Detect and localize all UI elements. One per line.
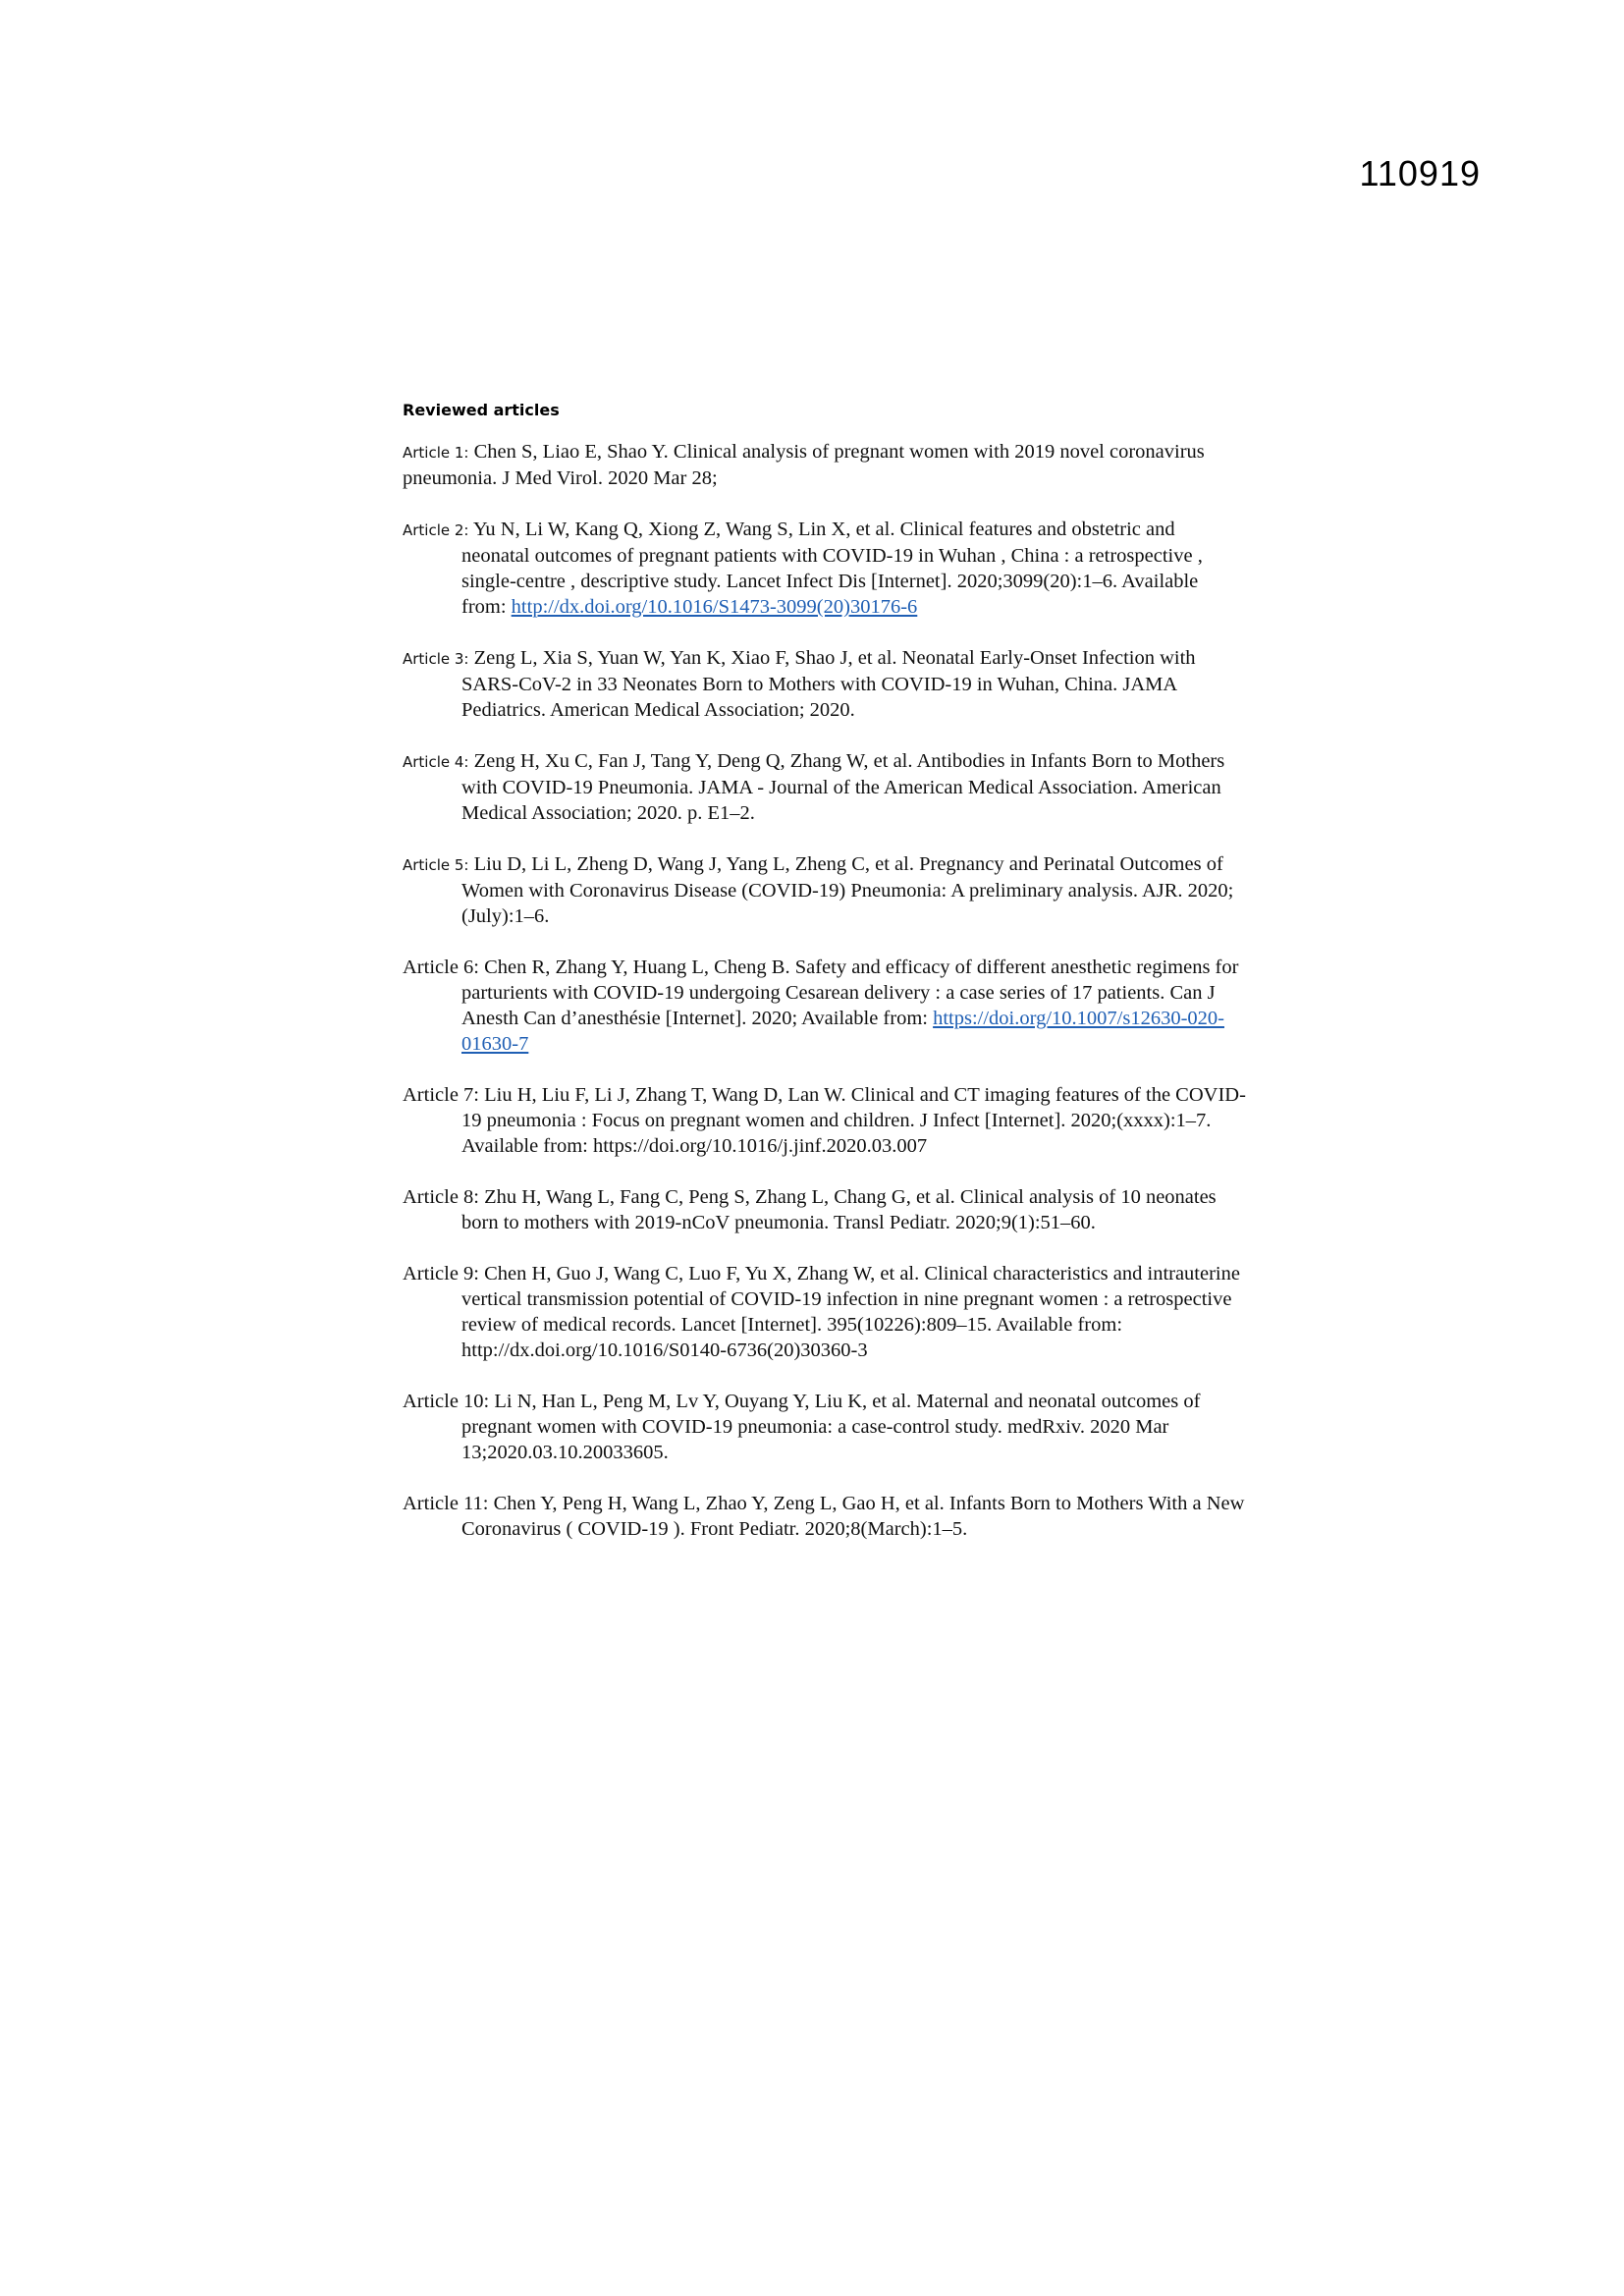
article-citation: Chen H, Guo J, Wang C, Luo F, Yu X, Zhang W, et al. Clinical characteristics and intrauterine vertical transmission potential of COVID-19 infection in nine pregnant women : a retrospective review of medical records. Lancet [Internet]. 395(10226):809–15. Available from: http://dx.doi.org/10.1016/S0140-6736(20)30360-3 xyxy=(461,1263,1240,1361)
article-label: Article 5: xyxy=(403,856,469,874)
article-label: Article 4: xyxy=(403,753,469,771)
article-citation: Chen R, Zhang Y, Huang L, Cheng B. Safety and efficacy of different anesthetic regimens for parturients with COVID-19 undergoing Cesarean delivery : a case series of 17 patients. Can J Anesth Can d’anesthésie [Internet]. 2020; Available from: xyxy=(461,957,1239,1029)
reviewed-articles-section xyxy=(403,401,1247,1567)
article-citation: Yu N, Li W, Kang Q, Xiong Z, Wang S, Lin X, et al. Clinical features and obstetric and neonatal outcomes of pregnant patients with COVID-19 in Wuhan , China : a retrospective , single-centre , descriptive study. Lancet Infect Dis [Internet]. 2020;3099(20):1–6. Available from: xyxy=(461,519,1203,618)
article-citation: Chen S, Liao E, Shao Y. Clinical analysis of pregnant women with 2019 novel coronavirus pneumonia. J Med Virol. 2020 Mar 28; xyxy=(403,441,1205,489)
article-label: Article 10: xyxy=(403,1391,490,1412)
article-label: Article 7: xyxy=(403,1084,479,1106)
article-citation: Chen Y, Peng H, Wang L, Zhao Y, Zeng L, Gao H, et al. Infants Born to Mothers With a New Coronavirus ( COVID-19 ). Front Pediatr. 2020;8(March):1–5. xyxy=(461,1493,1245,1540)
article-label: Article 9: xyxy=(403,1263,479,1285)
article-label: Article 3: xyxy=(403,650,469,668)
article-citation: Zeng L, Xia S, Yuan W, Yan K, Xiao F, Shao J, et al. Neonatal Early-Onset Infection with SARS-CoV-2 in 33 Neonates Born to Mothers with COVID-19 in Wuhan, China. JAMA Pediatrics. American Medical Association; 2020. xyxy=(461,647,1196,721)
article-6 xyxy=(403,955,1247,1057)
article-8 xyxy=(403,1184,1247,1235)
article-5 xyxy=(403,851,1247,929)
article-10 xyxy=(403,1389,1247,1465)
article-label: Article 2: xyxy=(403,521,469,539)
article-11 xyxy=(403,1491,1247,1542)
article-4 xyxy=(403,748,1247,826)
article-label: Article 1: xyxy=(403,444,469,462)
article-label: Article 6: xyxy=(403,957,479,978)
article-citation: Liu H, Liu F, Li J, Zhang T, Wang D, Lan W. Clinical and CT imaging features of the COVID-19 pneumonia : Focus on pregnant women and children. J Infect [Internet]. 2020;(xxxx):1–7. Available from: https://doi.org/10.1016/j.jinf.2020.03.007 xyxy=(461,1084,1246,1157)
article-citation: Liu D, Li L, Zheng D, Wang J, Yang L, Zheng C, et al. Pregnancy and Perinatal Outcomes of Women with Coronavirus Disease (COVID-19) Pneumonia: A preliminary analysis. AJR. 2020;(July):1–6. xyxy=(461,853,1234,927)
article-link[interactable]: https://doi.org/10.1007/s12630-020-01630-7 xyxy=(461,1008,1224,1055)
article-citation: Zhu H, Wang L, Fang C, Peng S, Zhang L, Chang G, et al. Clinical analysis of 10 neonates born to mothers with 2019-nCoV pneumonia. Transl Pediatr. 2020;9(1):51–60. xyxy=(461,1186,1217,1233)
page-number: 110919 xyxy=(1359,153,1481,193)
article-citation: Li N, Han L, Peng M, Lv Y, Ouyang Y, Liu K, et al. Maternal and neonatal outcomes of pregnant women with COVID-19 pneumonia: a case-control study. medRxiv. 2020 Mar 13;2020.03.10.20033605. xyxy=(461,1391,1201,1463)
article-9 xyxy=(403,1261,1247,1363)
article-citation: Zeng H, Xu C, Fan J, Tang Y, Deng Q, Zhang W, et al. Antibodies in Infants Born to Mothers with COVID-19 Pneumonia. JAMA - Journal of the American Medical Association. American Medical Association; 2020. p. E1–2. xyxy=(461,750,1225,824)
section-heading: Reviewed articles xyxy=(403,401,560,419)
article-3 xyxy=(403,645,1247,723)
article-1 xyxy=(403,439,1247,491)
article-2 xyxy=(403,517,1247,620)
article-label: Article 8: xyxy=(403,1186,479,1208)
article-link[interactable]: http://dx.doi.org/10.1016/S1473-3099(20)30176-6 xyxy=(511,596,918,618)
article-label: Article 11: xyxy=(403,1493,489,1514)
article-7 xyxy=(403,1082,1247,1159)
